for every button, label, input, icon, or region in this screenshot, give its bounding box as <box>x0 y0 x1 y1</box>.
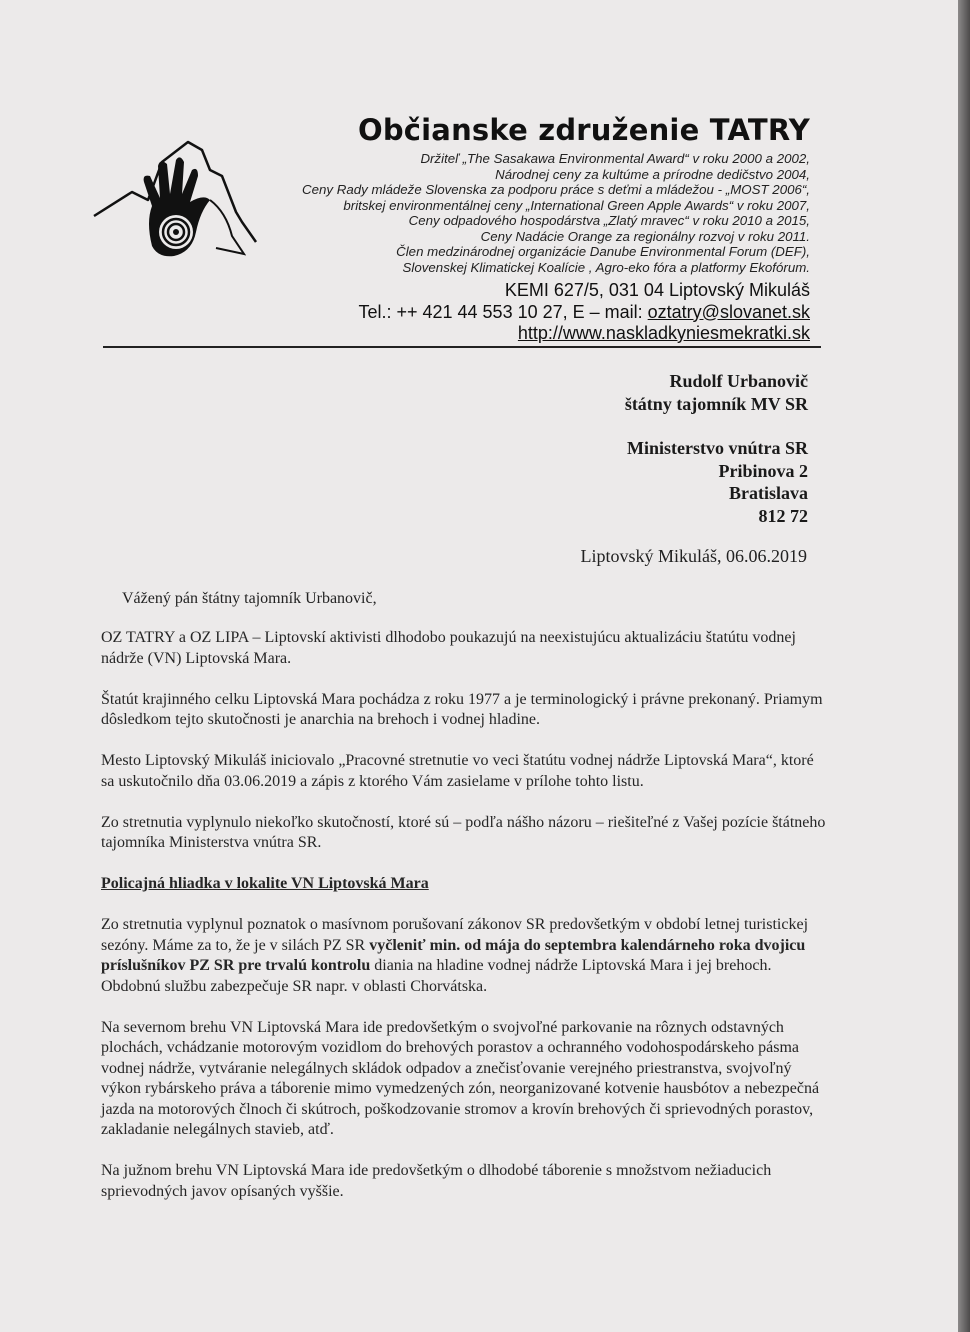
award-line: britskej environmentálnej ceny „International Green Apple Awards“ v roku 2007, <box>343 197 810 213</box>
paragraph: OZ TATRY a OZ LIPA – Liptovskí aktivisti dlhodobo poukazujú na neexistujúcu aktualizáciu štatútu vodnej nádrže (VN) Liptovská Mara. <box>101 629 796 667</box>
recipient-zip: 812 72 <box>758 505 808 526</box>
org-title: Občianske združenie TATRY <box>357 113 810 147</box>
paragraph: Na južnom brehu VN Liptovská Mara ide predovšetkým o dlhodobé táborenie s množstvom nežiaducich sprievodných javov opísaných vyššie. <box>101 1162 772 1200</box>
award-line: Ceny Rady mládeže Slovenska za podporu práce s deťmi a mládežou - „MOST 2006“, <box>301 182 810 197</box>
email-link[interactable]: oztatry@slovanet.sk <box>647 301 810 322</box>
recipient-org: Ministerstvo vnútra SR <box>627 438 808 458</box>
awards-list <box>210 151 810 275</box>
award-line: Držiteľ „The Sasakawa Environmental Award“ v roku 2000 a 2002, <box>420 151 810 166</box>
phone-email-line <box>358 302 810 324</box>
text-run: diania na hladine vodnej nádrže Liptovská Mara i jej brehoch. Obdobnú službu zabezpečuje SR napr. v oblasti Chorvátska. <box>101 957 772 995</box>
paragraph: Štatút krajinného celku Liptovská Mara pochádza z roku 1977 a je terminologický i právne prekonaný. Priamym dôsledkom tejto skutočnosti je anarchia na brehoch i vodnej hladine. <box>101 690 823 728</box>
paragraph: Na severnom brehu VN Liptovská Mara ide predovšetkým o svojvoľné parkovanie na rôznych odstavných plochách, vchádzanie motorovým vozidlom do brehových porastov a ochranného vodohospodárskeho pásma vodnej nádrže, vytváranie nelegálnych skládok odpadov a znečisťovanie verejného priestranstva, svojvoľný výkon rybárskeho práva a táborenie mimo vymedzených zón, neorganizované kotvenie hausbótov a nebezpečná jazda na motorových člnoch či skútroch, poškodzovanie stromov a krovín brehových či sprievodných porastov, zakladanie nelegálnych stavieb, atď. <box>101 1018 820 1138</box>
award-line: Národnej ceny za kultúme a prírodne dedičstvo 2004, <box>495 166 810 182</box>
postal-address: KEMI 627/5, 031 04 Liptovský Mikuláš <box>504 280 810 300</box>
phone-text: Tel.: ++ 421 44 553 10 27, E – mail: <box>358 301 648 322</box>
section-heading: Policajná hliadka v lokalite VN Liptovská Mara <box>101 875 429 892</box>
recipient-block <box>625 370 808 527</box>
award-line: Ceny Nadácie Orange za regionálny rozvoj v roku 2011. <box>480 228 810 244</box>
letterhead-divider <box>103 346 821 348</box>
paragraph <box>101 915 831 997</box>
paragraph: Mesto Liptovský Mikuláš inicioval​o „Pracovné stretnutie vo veci štatútu vodnej nádrže Liptovská Mara“, ktoré sa uskutočnilo dňa 03.06.2019 a zápis z ktorého Vám zasielame v prílohe tohto listu. <box>101 752 814 790</box>
award-line: Člen medzinárodnej organizácie Danube Environmental Forum (DEF), <box>396 244 810 259</box>
contact-block <box>358 280 810 345</box>
bold-run: vyčleniť <box>369 936 426 954</box>
recipient-street: Pribinova 2 <box>718 460 808 481</box>
salutation: Vážený pán štátny tajomník Urbanovič, <box>122 590 377 607</box>
paragraph: Zo stretnutia vyplynulo niekoľko skutočností, ktoré sú – podľa nášho názoru – riešiteľné z Vašej pozície štátneho tajomníka Ministerstva vnútra SR. <box>101 813 826 851</box>
bold-run: min. od mája do septembra kalendárneho roka dvojicu príslušníkov PZ SR pre trvalú kontrolu <box>101 936 806 974</box>
text-run: Zo stretnutia vyplynul poznatok o masívnom porušovaní zákonov SR predovšetkým v období letnej turistickej sezóny. Máme za to, že je v silách PZ SR <box>101 916 809 954</box>
place-date: Liptovský Mikuláš, 06.06.2019 <box>580 546 807 566</box>
recipient-name: Rudolf Urbanovič <box>669 371 808 391</box>
page-edge-shadow <box>958 0 970 1332</box>
award-line: Slovenskej Klimatickej Koalície , Agro-eko fóra a platformy Ekofórum. <box>402 259 810 275</box>
recipient-title: štátny tajomník MV SR <box>624 393 808 414</box>
website-link[interactable]: http://www.naskladkyniesmekratki.sk <box>517 323 810 343</box>
letter-body <box>101 628 831 1223</box>
recipient-city: Bratislava <box>729 483 808 503</box>
award-line: Ceny odpadového hospodárstva „Zlatý mravec“ v roku 2010 a 2015, <box>408 213 810 228</box>
